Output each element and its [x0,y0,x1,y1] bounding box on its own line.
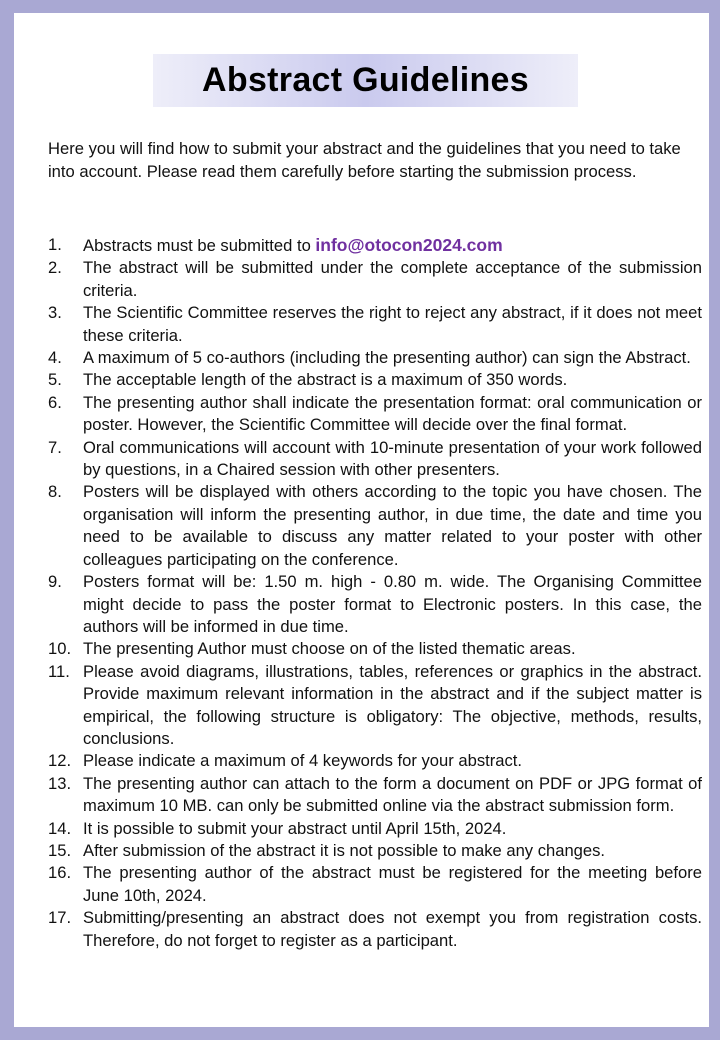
item-text: The presenting author can attach to the form a document on PDF or JPG format of maximum 10 MB. can only be submitted online via the abstract submission form. [83,773,702,816]
intro-paragraph: Here you will find how to submit your abstract and the guidelines that you need to take into account. Please read them carefully before starting the submission process. [48,139,681,181]
item-number: 15. [48,840,72,860]
list-item [48,257,702,302]
list-item [48,638,702,660]
item-number: 6. [48,392,62,412]
list-item [48,661,702,751]
page-title: Abstract Guidelines [202,61,529,99]
item-number: 11. [48,661,70,681]
list-item [48,818,702,840]
item-number: 4. [48,348,62,368]
item-number: 9. [48,572,62,592]
list-item [48,907,702,952]
item-number: 5. [48,370,62,390]
item-number: 16. [48,863,72,883]
list-item [48,481,702,571]
item-text: Submitting/presenting an abstract does not exempt you from registration costs. Therefore, do not forget to register as a participant. [83,908,702,950]
item-number: 2. [48,258,62,278]
item-text: The presenting author shall indicate the presentation format: oral communication or poster. However, the Scientific Committee will decide over the final format. [83,392,702,435]
item-number: 8. [48,482,62,502]
list-item [48,862,702,907]
item-number: 17. [48,908,72,928]
item-text: Posters will be displayed with others according to the topic you have chosen. The organisation will inform the presenting author, in due time, the date and time you need to be available to discuss any matter related to your poster with other colleagues participating on the conference. [83,482,702,569]
list-item [48,234,702,257]
list-item [48,302,702,347]
item-text: Abstracts must be submitted to [83,236,316,255]
item-number: 10. [48,639,72,659]
item-text: Please indicate a maximum of 4 keywords for your abstract. [83,751,522,771]
item-text: A maximum of 5 co-authors (including the presenting author) can sign the Abstract. [83,348,691,368]
item-text: Posters format will be: 1.50 m. high - 0.80 m. wide. The Organising Committee might decide to pass the poster format to Electronic posters. In this case, the authors will be informed in due time. [83,572,702,636]
guidelines-list [48,234,702,952]
list-item [48,437,702,482]
item-number: 14. [48,818,72,838]
item-text: Please avoid diagrams, illustrations, tables, references or graphics in the abstract. Provide maximum relevant information in the abstract and if the subject matter is empirical, the following structure is obligatory: The objective, methods, results, conclusions. [83,661,702,748]
item-text: Oral communications will account with 10-minute presentation of your work followed by questions, in a Chaired session with other presenters. [83,437,702,480]
list-item [48,773,702,818]
list-item [48,369,702,391]
item-text: After submission of the abstract it is not possible to make any changes. [83,840,606,860]
item-text: The abstract will be submitted under the complete acceptance of the submission criteria. [83,258,702,300]
item-number: 13. [48,773,72,793]
email-link[interactable]: info@otocon2024.com [315,235,503,255]
list-item [48,571,702,638]
item-text: The acceptable length of the abstract is a maximum of 350 words. [83,370,568,390]
list-item [48,750,702,772]
item-text: The Scientific Committee reserves the right to reject any abstract, if it does not meet these criteria. [83,303,702,345]
item-number: 3. [48,303,62,323]
list-item [48,840,702,862]
item-number: 7. [48,437,62,457]
list-item [48,392,702,437]
list-item [48,347,702,369]
item-text: It is possible to submit your abstract until April 15th, 2024. [83,818,507,838]
item-number: 12. [48,751,72,771]
item-number: 1. [48,235,62,254]
item-text: The presenting Author must choose on of the listed thematic areas. [83,639,576,659]
title-banner [153,54,578,107]
item-text: The presenting author of the abstract must be registered for the meeting before June 10th, 2024. [83,863,702,905]
